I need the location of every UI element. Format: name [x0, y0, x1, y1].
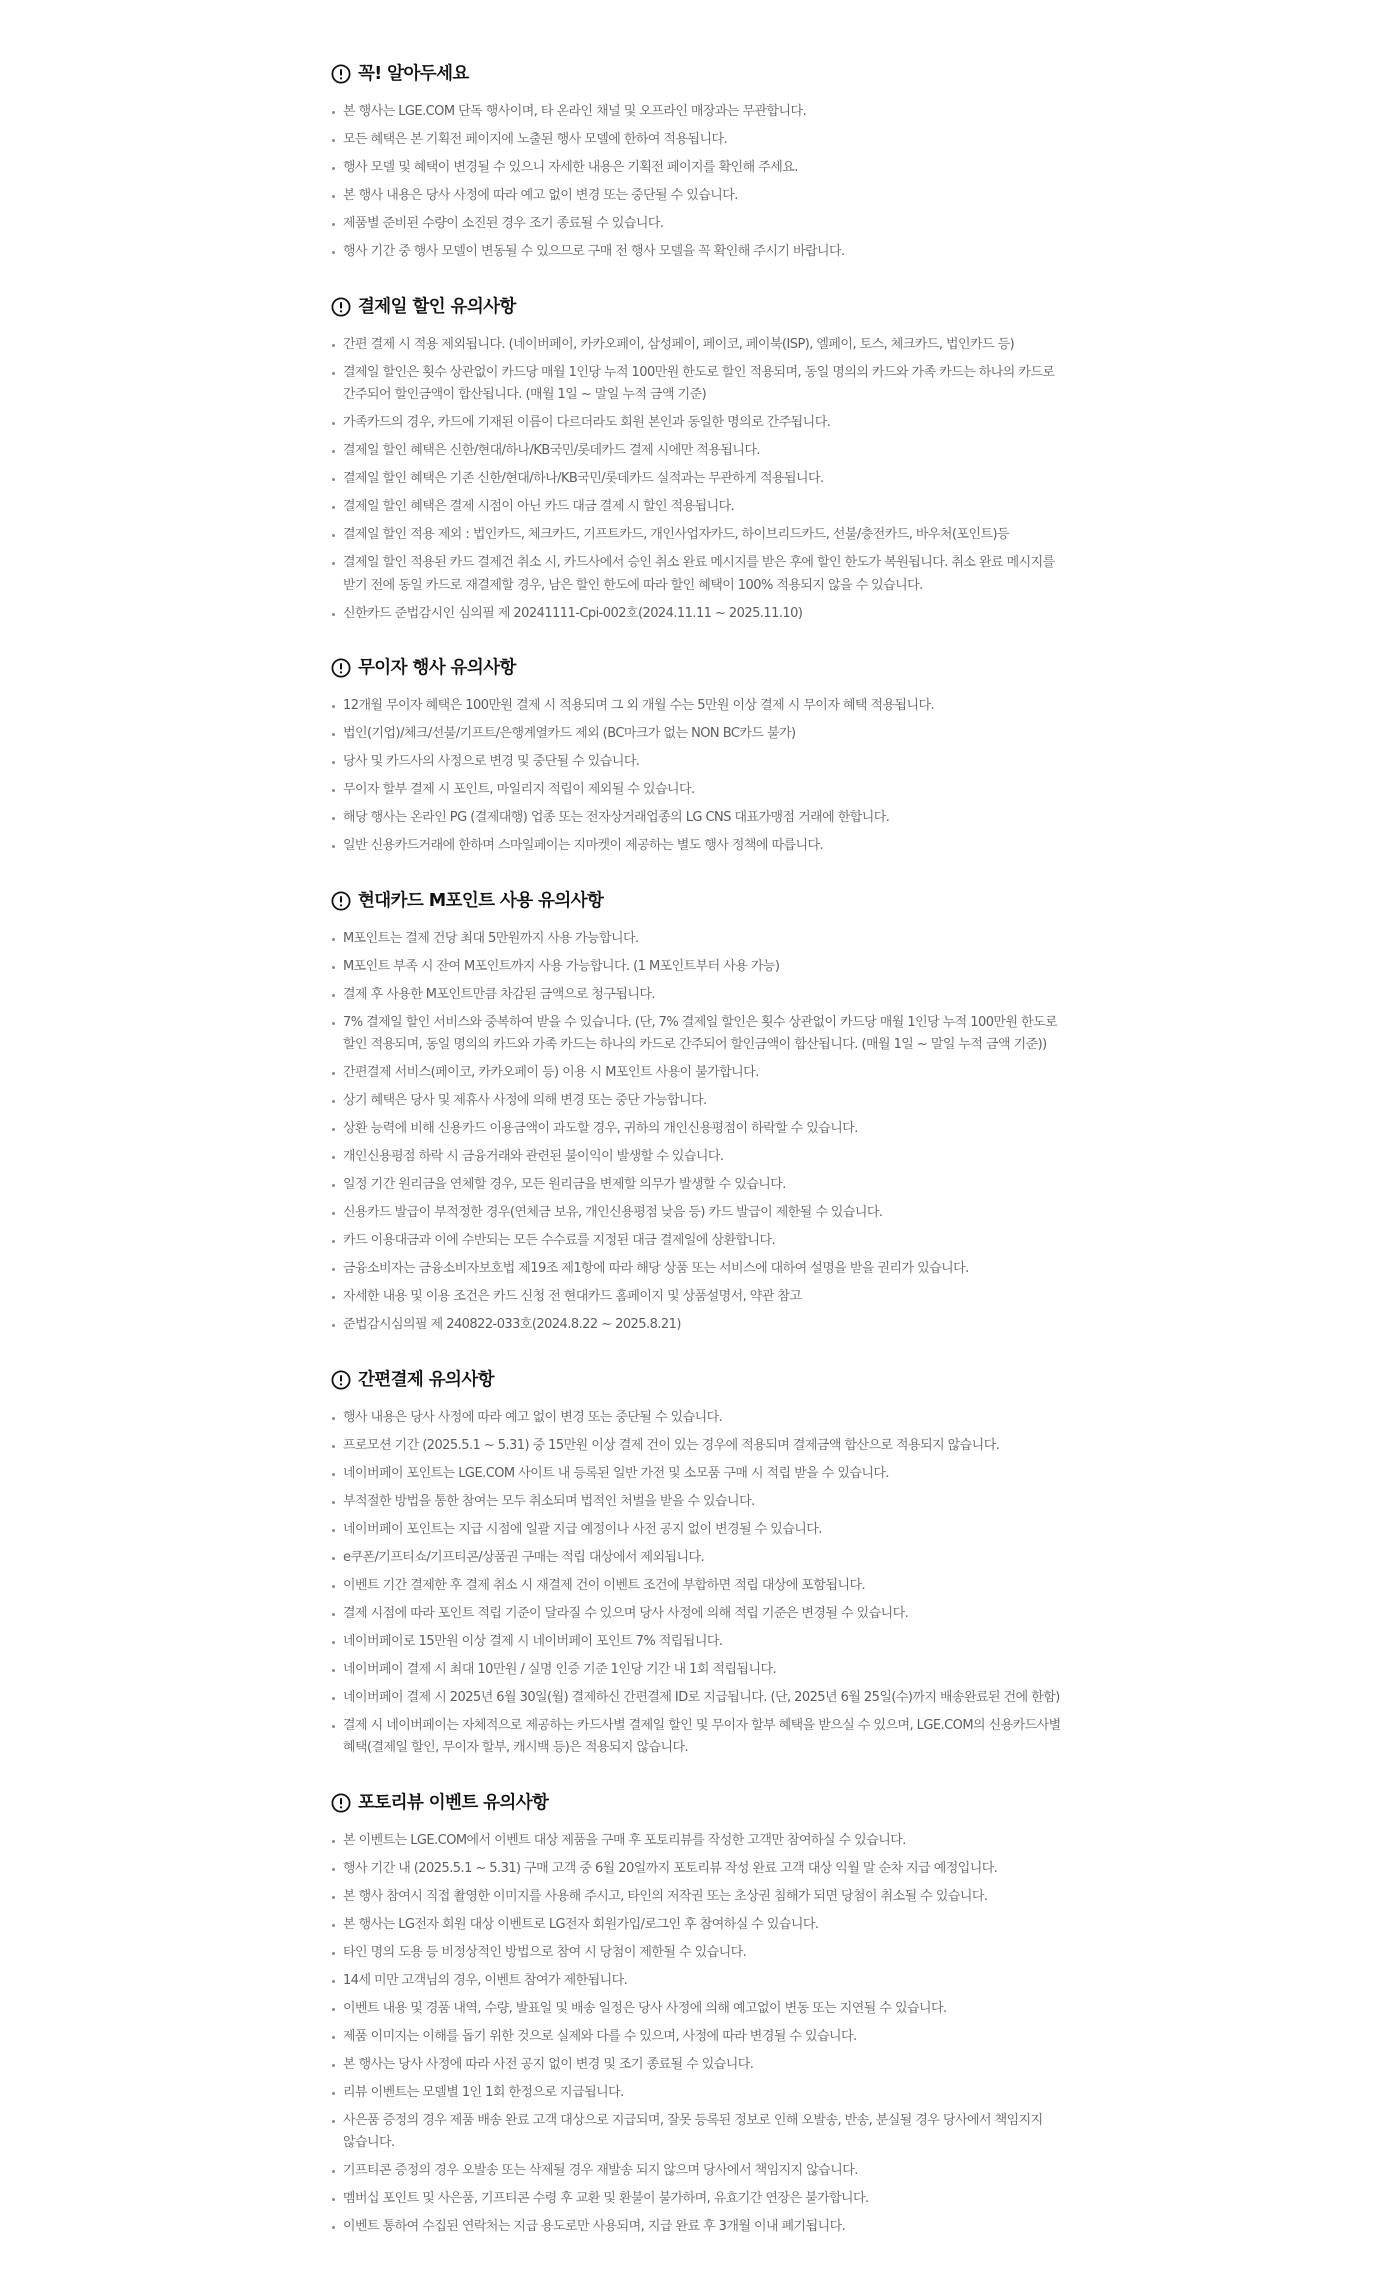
list-item: M포인트는 결제 건당 최대 5만원까지 사용 가능합니다. — [331, 928, 1071, 951]
notice-section-3 — [331, 652, 1071, 858]
list-item: 리뷰 이벤트는 모델별 1인 1회 한정으로 지급됩니다. — [331, 2082, 1071, 2105]
list-item: 일반 신용카드거래에 한하며 스마일페이는 지마켓이 제공하는 별도 행사 정책에 따릅니다. — [331, 835, 1071, 858]
list-item: 이벤트 통하여 수집된 연락처는 지급 용도로만 사용되며, 지급 완료 후 3개월 이내 폐기됩니다. — [331, 2216, 1071, 2239]
list-item: 자세한 내용 및 이용 조건은 카드 신청 전 현대카드 홈페이지 및 상품설명서, 약관 참고 — [331, 1286, 1071, 1309]
list-item: 결제일 할인 혜택은 결제 시점이 아닌 카드 대금 결제 시 할인 적용됩니다. — [331, 496, 1071, 519]
list-item: 행사 모델 및 혜택이 변경될 수 있으니 자세한 내용은 기획전 페이지를 확인해 주세요. — [331, 157, 1071, 180]
section-header — [331, 1787, 1071, 1819]
exclamation-circle-icon — [331, 64, 351, 84]
section-title: 간편결제 유의사항 — [358, 1369, 494, 1390]
list-item: 결제일 할인은 횟수 상관없이 카드당 매월 1인당 누적 100만원 한도로 할인 적용되며, 동일 명의의 카드와 가족 카드는 하나의 카드로 간주되어 할인금액이 합산됩니다. (매월 1일 ~ 말일 누적 금액 기준) — [331, 362, 1071, 407]
list-item: 프로모션 기간 (2025.5.1 ~ 5.31) 중 15만원 이상 결제 건이 있는 경우에 적용되며 결제금액 합산으로 적용되지 않습니다. — [331, 1435, 1071, 1458]
list-item: 결제일 할인 혜택은 신한/현대/하나/KB국민/롯데카드 결제 시에만 적용됩니다. — [331, 440, 1071, 463]
exclamation-circle-icon — [331, 1793, 351, 1813]
notice-section-1 — [331, 58, 1071, 264]
section-header — [331, 58, 1071, 90]
list-item: 본 행사 참여시 직접 촬영한 이미지를 사용해 주시고, 타인의 저작권 또는 초상권 침해가 되면 당첨이 취소될 수 있습니다. — [331, 1886, 1071, 1909]
list-item: 당사 및 카드사의 사정으로 변경 및 중단될 수 있습니다. — [331, 751, 1071, 774]
list-item: 개인신용평점 하락 시 금융거래와 관련된 불이익이 발생할 수 있습니다. — [331, 1146, 1071, 1169]
notice-section-6 — [331, 1787, 1071, 2239]
list-item: 모든 혜택은 본 기획전 페이지에 노출된 행사 모델에 한하여 적용됩니다. — [331, 129, 1071, 152]
list-item: 상기 혜택은 당사 및 제휴사 사정에 의해 변경 또는 중단 가능합니다. — [331, 1090, 1071, 1113]
list-item: 금융소비자는 금융소비자보호법 제19조 제1항에 따라 해당 상품 또는 서비스에 대하여 설명을 받을 권리가 있습니다. — [331, 1258, 1071, 1281]
exclamation-circle-icon — [331, 891, 351, 911]
list-item: 행사 내용은 당사 사정에 따라 예고 없이 변경 또는 중단될 수 있습니다. — [331, 1407, 1071, 1430]
list-item: 14세 미만 고객님의 경우, 이벤트 참여가 제한됩니다. — [331, 1970, 1071, 1993]
list-item: 부적절한 방법을 통한 참여는 모두 취소되며 법적인 처벌을 받을 수 있습니다. — [331, 1491, 1071, 1514]
list-item: 제품별 준비된 수량이 소진된 경우 조기 종료될 수 있습니다. — [331, 213, 1071, 236]
list-item: 제품 이미지는 이해를 돕기 위한 것으로 실제와 다를 수 있으며, 사정에 따라 변경될 수 있습니다. — [331, 2026, 1071, 2049]
list-item: 본 행사 내용은 당사 사정에 따라 예고 없이 변경 또는 중단될 수 있습니다. — [331, 185, 1071, 208]
list-item: 준법감시심의필 제 240822-033호(2024.8.22 ~ 2025.8.21) — [331, 1314, 1071, 1337]
list-item: 결제 후 사용한 M포인트만큼 차감된 금액으로 청구됩니다. — [331, 984, 1071, 1007]
list-item: 결제일 할인 혜택은 기존 신한/현대/하나/KB국민/롯데카드 실적과는 무관하게 적용됩니다. — [331, 468, 1071, 491]
section-title: 포토리뷰 이벤트 유의사항 — [358, 1792, 549, 1813]
list-item: 12개월 무이자 혜택은 100만원 결제 시 적용되며 그 외 개월 수는 5만원 이상 결제 시 무이자 혜택 적용됩니다. — [331, 695, 1071, 718]
list-item: M포인트 부족 시 잔여 M포인트까지 사용 가능합니다. (1 M포인트부터 사용 가능) — [331, 956, 1071, 979]
list-item: 네이버페이 포인트는 지급 시점에 일괄 지급 예정이나 사전 공지 없이 변경될 수 있습니다. — [331, 1519, 1071, 1542]
section-title: 현대카드 M포인트 사용 유의사항 — [358, 890, 604, 911]
list-item: 카드 이용대금과 이에 수반되는 모든 수수료를 지정된 대금 결제일에 상환합니다. — [331, 1230, 1071, 1253]
list-item: e쿠폰/기프티쇼/기프티콘/상품권 구매는 적립 대상에서 제외됩니다. — [331, 1547, 1071, 1570]
list-item: 본 행사는 LG전자 회원 대상 이벤트로 LG전자 회원가입/로그인 후 참여하실 수 있습니다. — [331, 1914, 1071, 1937]
notice-list — [331, 928, 1071, 1337]
notice-content — [331, 58, 1071, 2266]
notice-list — [331, 1830, 1071, 2239]
list-item: 무이자 할부 결제 시 포인트, 마일리지 적립이 제외될 수 있습니다. — [331, 779, 1071, 802]
list-item: 결제 시점에 따라 포인트 적립 기준이 달라질 수 있으며 당사 사정에 의해 적립 기준은 변경될 수 있습니다. — [331, 1603, 1071, 1626]
section-header — [331, 885, 1071, 917]
section-title: 무이자 행사 유의사항 — [358, 658, 516, 678]
notice-list — [331, 1407, 1071, 1760]
list-item: 결제일 할인 적용된 카드 결제건 취소 시, 카드사에서 승인 취소 완료 메시지를 받은 후에 할인 한도가 복원됩니다. 취소 완료 메시지를 받기 전에 동일 카드로 재결제할 경우, 남은 할인 한도에 따라 할인 혜택이 100% 적용되지 않을 수 있습니다. — [331, 552, 1071, 597]
section-header — [331, 1364, 1071, 1396]
list-item: 이벤트 기간 결제한 후 결제 취소 시 재결제 건이 이벤트 조건에 부합하면 적립 대상에 포함됩니다. — [331, 1575, 1071, 1598]
list-item: 네이버페이 포인트는 LGE.COM 사이트 내 등록된 일반 가전 및 소모품 구매 시 적립 받을 수 있습니다. — [331, 1463, 1071, 1486]
section-header — [331, 291, 1071, 323]
list-item: 가족카드의 경우, 카드에 기재된 이름이 다르더라도 회원 본인과 동일한 명의로 간주됩니다. — [331, 412, 1071, 435]
list-item: 법인(기업)/체크/선불/기프트/은행계열카드 제외 (BC마크가 없는 NON BC카드 불가) — [331, 723, 1071, 746]
list-item: 간편 결제 시 적용 제외됩니다. (네이버페이, 카카오페이, 삼성페이, 페이코, 페이북(ISP), 엘페이, 토스, 체크카드, 법인카드 등) — [331, 334, 1071, 357]
notice-section-5 — [331, 1364, 1071, 1760]
list-item: 일정 기간 원리금을 연체할 경우, 모든 원리금을 변제할 의무가 발생할 수 있습니다. — [331, 1174, 1071, 1197]
list-item: 상환 능력에 비해 신용카드 이용금액이 과도할 경우, 귀하의 개인신용평점이 하락할 수 있습니다. — [331, 1118, 1071, 1141]
exclamation-circle-icon — [331, 658, 351, 678]
notice-list — [331, 101, 1071, 264]
exclamation-circle-icon — [331, 1370, 351, 1390]
list-item: 신한카드 준법감시인 심의필 제 20241111-Cpi-002호(2024.11.11 ~ 2025.11.10) — [331, 603, 1071, 626]
list-item: 간편결제 서비스(페이코, 카카오페이 등) 이용 시 M포인트 사용이 불가합니다. — [331, 1062, 1071, 1085]
list-item: 멤버십 포인트 및 사은품, 기프티콘 수령 후 교환 및 환불이 불가하며, 유효기간 연장은 불가합니다. — [331, 2188, 1071, 2211]
section-header — [331, 652, 1071, 684]
list-item: 결제일 할인 적용 제외 : 법인카드, 체크카드, 기프트카드, 개인사업자카드, 하이브리드카드, 선불/충전카드, 바우처(포인트)등 — [331, 524, 1071, 547]
list-item: 해당 행사는 온라인 PG (결제대행) 업종 또는 전자상거래업종의 LG CNS 대표가맹점 거래에 한합니다. — [331, 807, 1071, 830]
list-item: 네이버페이로 15만원 이상 결제 시 네이버페이 포인트 7% 적립됩니다. — [331, 1631, 1071, 1654]
list-item: 사은품 증정의 경우 제품 배송 완료 고객 대상으로 지급되며, 잘못 등록된 정보로 인해 오발송, 반송, 분실될 경우 당사에서 책임지지 않습니다. — [331, 2110, 1071, 2155]
list-item: 신용카드 발급이 부적정한 경우(연체금 보유, 개인신용평점 낮음 등) 카드 발급이 제한될 수 있습니다. — [331, 1202, 1071, 1225]
section-title: 꼭! 알아두세요 — [358, 64, 469, 84]
list-item: 행사 기간 중 행사 모델이 변동될 수 있으므로 구매 전 행사 모델을 꼭 확인해 주시기 바랍니다. — [331, 241, 1071, 264]
exclamation-circle-icon — [331, 297, 351, 317]
list-item: 네이버페이 결제 시 2025년 6월 30일(월) 결제하신 간편결제 ID로 지급됩니다. (단, 2025년 6월 25일(수)까지 배송완료된 건에 한함) — [331, 1687, 1071, 1710]
list-item: 7% 결제일 할인 서비스와 중복하여 받을 수 있습니다. (단, 7% 결제일 할인은 횟수 상관없이 카드당 매월 1인당 누적 100만원 한도로 할인 적용되며, 동일 명의의 카드와 가족 카드는 하나의 카드로 간주되어 할인금액이 합산됩니다. (매월 1일 ~ 말일 누적 금액 기준)) — [331, 1012, 1071, 1057]
list-item: 이벤트 내용 및 경품 내역, 수량, 발표일 및 배송 일정은 당사 사정에 의해 예고없이 변동 또는 지연될 수 있습니다. — [331, 1998, 1071, 2021]
section-title: 결제일 할인 유의사항 — [358, 296, 516, 317]
list-item: 기프티콘 증정의 경우 오발송 또는 삭제될 경우 재발송 되지 않으며 당사에서 책임지지 않습니다. — [331, 2160, 1071, 2183]
list-item: 네이버페이 결제 시 최대 10만원 / 실명 인증 기준 1인당 기간 내 1회 적립됩니다. — [331, 1659, 1071, 1682]
list-item: 타인 명의 도용 등 비정상적인 방법으로 참여 시 당첨이 제한될 수 있습니다. — [331, 1942, 1071, 1965]
notice-list — [331, 334, 1071, 626]
notice-section-4 — [331, 885, 1071, 1337]
list-item: 본 행사는 당사 사정에 따라 사전 공지 없이 변경 및 조기 종료될 수 있습니다. — [331, 2054, 1071, 2077]
list-item: 본 이벤트는 LGE.COM에서 이벤트 대상 제품을 구매 후 포토리뷰를 작성한 고객만 참여하실 수 있습니다. — [331, 1830, 1071, 1853]
notice-list — [331, 695, 1071, 858]
list-item: 행사 기간 내 (2025.5.1 ~ 5.31) 구매 고객 중 6월 20일까지 포토리뷰 작성 완료 고객 대상 익월 말 순차 지급 예정입니다. — [331, 1858, 1071, 1881]
list-item: 본 행사는 LGE.COM 단독 행사이며, 타 온라인 채널 및 오프라인 매장과는 무관합니다. — [331, 101, 1071, 124]
notice-section-2 — [331, 291, 1071, 626]
list-item: 결제 시 네이버페이는 자체적으로 제공하는 카드사별 결제일 할인 및 무이자 할부 혜택을 받으실 수 있으며, LGE.COM의 신용카드사별 혜택(결제일 할인, 무이자 할부, 캐시백 등)은 적용되지 않습니다. — [331, 1715, 1071, 1760]
